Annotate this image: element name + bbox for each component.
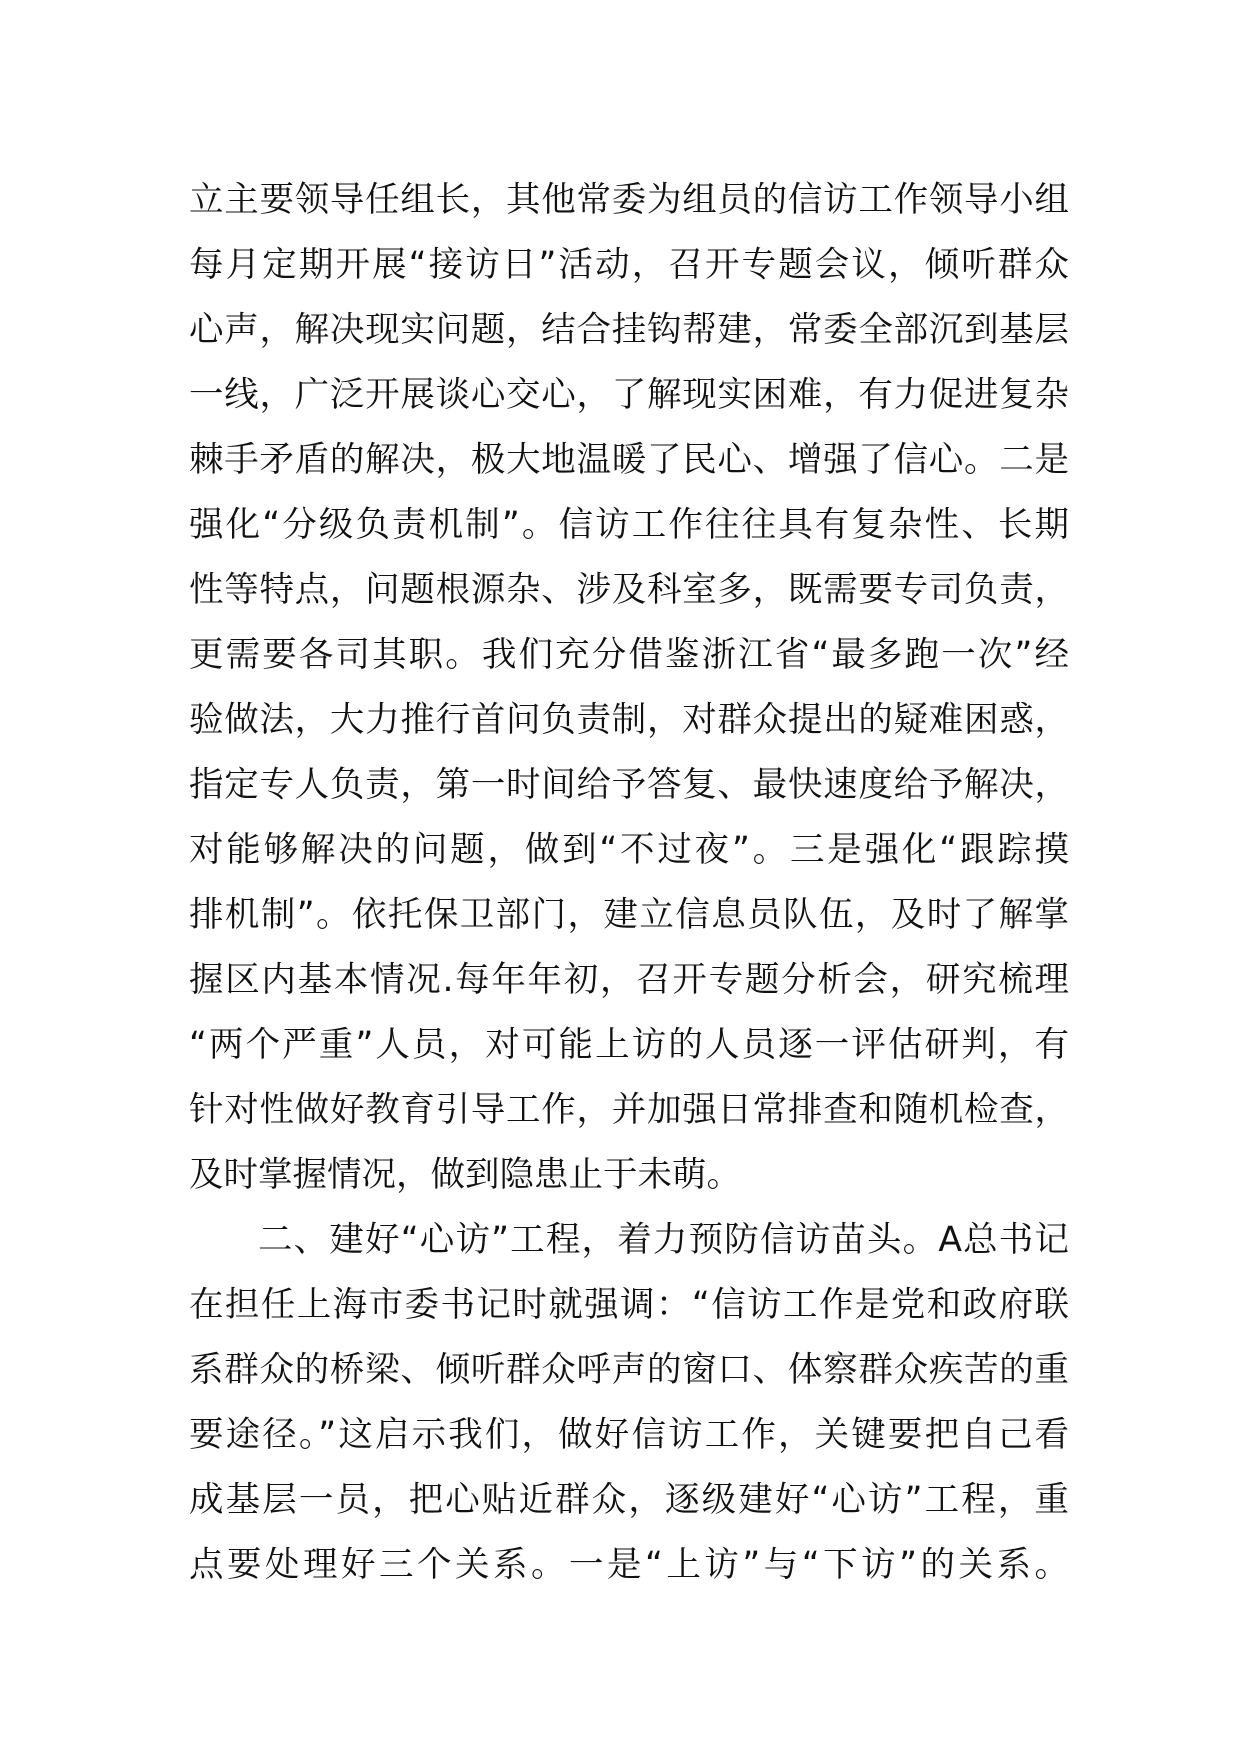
text-line: 二、建好“心访”工程，着力预防信访苗头。A总书记 [258, 1220, 1069, 1260]
text-line: 强化“分级负责机制”。信访工作往往具有复杂性、长期 [189, 505, 1069, 545]
text-line: 排机制”。依托保卫部门，建立信息员队伍，及时了解掌 [189, 895, 1069, 935]
text-line: 成基层一员，把心贴近群众，逐级建好“心访”工程，重 [189, 1480, 1069, 1520]
text-line: 针对性做好教育引导工作，并加强日常排查和随机检查， [189, 1090, 1069, 1130]
text-line: 验做法，大力推行首问负责制，对群众提出的疑难困惑， [189, 700, 1069, 740]
text-line: 在担任上海市委书记时就强调：“信访工作是党和政府联 [189, 1285, 1069, 1325]
text-line: 要途径。”这启示我们，做好信访工作，关键要把自己看 [189, 1415, 1069, 1455]
text-line: 指定专人负责，第一时间给予答复、最快速度给予解决， [189, 765, 1069, 805]
text-line: 棘手矛盾的解决，极大地温暖了民心、增强了信心。二是 [189, 440, 1069, 480]
text-line: 对能够解决的问题，做到“不过夜”。三是强化“跟踪摸 [189, 830, 1069, 870]
text-line: 更需要各司其职。我们充分借鉴浙江省“最多跑一次”经 [189, 635, 1069, 675]
text-line: 性等特点，问题根源杂、涉及科室多，既需要专司负责， [189, 570, 1069, 610]
text-line: “两个严重”人员，对可能上访的人员逐一评估研判，有 [189, 1025, 1069, 1065]
text-line: 每月定期开展“接访日”活动，召开专题会议，倾听群众 [189, 245, 1069, 285]
text-line: 及时掌握情况，做到隐患止于未萌。 [189, 1155, 741, 1195]
body-text [189, 168, 1069, 1598]
text-line: 心声，解决现实问题，结合挂钩帮建，常委全部沉到基层 [189, 310, 1069, 350]
text-line: 点要处理好三个关系。一是“上访”与“下访”的关系。 [189, 1545, 1069, 1585]
text-line: 系群众的桥梁、倾听群众呼声的窗口、体察群众疾苦的重 [189, 1350, 1069, 1390]
text-line: 握区内基本情况.每年年初，召开专题分析会，研究梳理 [189, 960, 1069, 1000]
text-line: 一线，广泛开展谈心交心，了解现实困难，有力促进复杂 [189, 375, 1069, 415]
text-line: 立主要领导任组长，其他常委为组员的信访工作领导小组 [189, 180, 1069, 220]
